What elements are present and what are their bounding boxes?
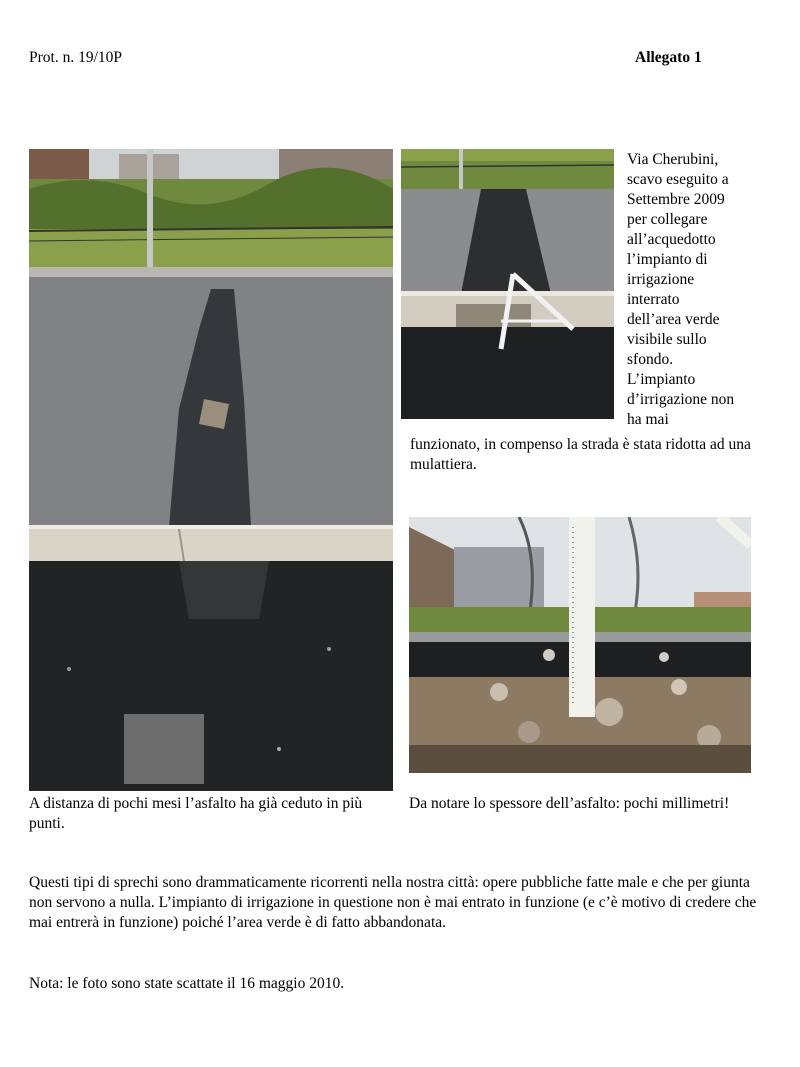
side-text-line: all’acquedotto [627,231,716,248]
photo-asphalt-thickness-illustration [409,517,751,773]
photo-asphalt-thickness [409,517,751,773]
side-text-line: d’irrigazione non [627,391,735,408]
side-text-line: visibile sullo [627,331,707,348]
side-text-line: irrigazione [627,271,695,288]
side-text-line: ha mai [627,411,669,428]
side-text-line: per collegare [627,211,708,228]
date-note: Nota: le foto sono state scattate il 16 maggio 2010. [29,975,345,992]
side-text-line: sfondo. [627,351,674,368]
photo2-side-description [627,150,757,430]
attachment-label: Allegato 1 [635,49,702,66]
protocol-number: Prot. n. 19/10P [29,49,123,66]
side-text-line: l’impianto di [627,251,708,268]
side-text-line: L’impianto [627,371,696,388]
side-text-line: dell’area verde [627,311,720,328]
side-text-line: Settembre 2009 [627,191,725,208]
side-text-line: scavo eseguito a [627,171,729,188]
side-text-line: interrato [627,291,680,308]
body-paragraph: Questi tipi di sprechi sono drammaticamente ricorrenti nella nostra città: opere pubbliche fatte male e che per giunta non servono a nulla. L’impianto di irrigazione in questione non è mai entrato in funzione (e c’è motivo di credere che mai entrerà in funzione) poiché l’area verde è di fatto abbandonata. [29,874,757,931]
side-text-continuation: funzionato, in compenso la strada è stata ridotta ad una mulattiera. [410,436,751,473]
photo-trench-measure [401,149,614,419]
photo-road-trench-illustration [29,149,393,791]
photo-trench-measure-illustration [401,149,614,419]
photo-road-trench [29,149,393,791]
photo3-caption: Da notare lo spessore dell’asfalto: pochi millimetri! [409,795,730,812]
side-text-line: Via Cherubini, [627,151,719,168]
photo1-caption: A distanza di pochi mesi l’asfalto ha già ceduto in più punti. [29,795,363,832]
